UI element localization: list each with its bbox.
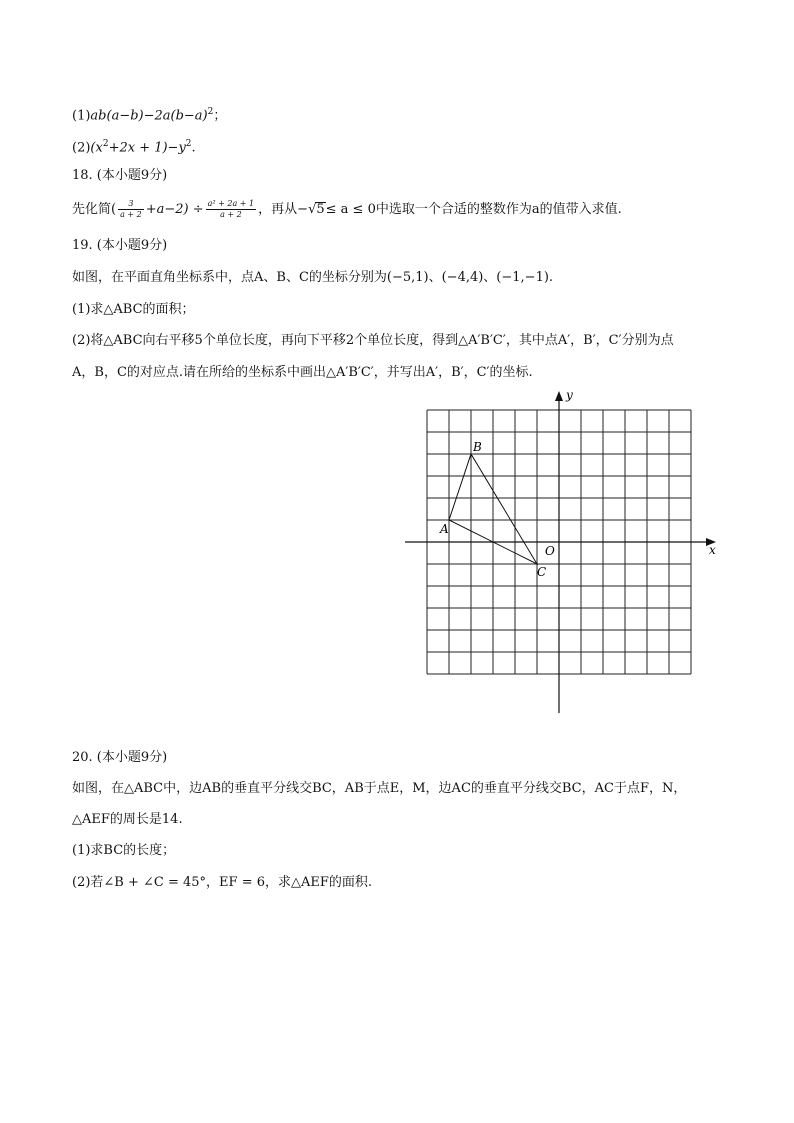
- q18-sqrt-val: 5: [316, 202, 325, 217]
- q20-part1: (1)求BC的长度；: [72, 843, 176, 858]
- q19-intro: 如图，在平面直角坐标系中，点A、B、C的坐标分别为(−5,1)、(−4,4)、(−1,−1).: [72, 270, 554, 285]
- y-axis-arrow-icon: [555, 391, 563, 401]
- q17-part1-expr: ab(a−b)−2a(b−a): [90, 108, 208, 124]
- q17-part1-end: ；: [213, 108, 227, 124]
- q18-frac2-den: a + 2: [220, 210, 242, 219]
- q17-part2: [72, 135, 196, 157]
- label-x: x: [709, 543, 716, 557]
- sqrt-icon: √: [308, 202, 317, 217]
- q18-text-after2: ≤ a ≤ 0中选取一个合适的整数作为a的值带入求值.: [325, 202, 622, 217]
- q18-body: [72, 198, 622, 222]
- q18-frac2-num: a² + 2a + 1: [207, 199, 255, 208]
- q18-frac1: [118, 199, 144, 220]
- q19-part1: (1)求△ABC的面积；: [72, 302, 195, 317]
- axes: [405, 395, 712, 713]
- label-b: B: [473, 440, 482, 454]
- q19-part2-line1: (2)将△ABC向右平移5个单位长度，再向下平移2个单位长度，得到△A′B′C′，其中点A′，B′，C′分别为点: [72, 333, 674, 348]
- q17-part2-sup1: 2: [102, 139, 109, 149]
- q20-part2: (2)若∠B + ∠C = 45°，EF = 6，求△AEF的面积.: [72, 875, 373, 890]
- q18-text-after1: ，再从−: [258, 202, 309, 217]
- q17-part2-sup2: 2: [185, 139, 192, 149]
- q20-header: 20. (本小题9分): [72, 750, 168, 765]
- q18-header: 18. (本小题9分): [72, 168, 168, 183]
- q17-part2-expr-b: +2x + 1)−y: [108, 140, 186, 156]
- label-c: C: [537, 565, 547, 579]
- q18-frac2: [206, 199, 257, 220]
- label-a: A: [440, 522, 449, 536]
- q20-line1: 如图，在△ABC中，边AB的垂直平分线交BC，AB于点E，M，边AC的垂直平分线交BC，AC于点F，N，: [72, 781, 687, 796]
- q19-header: 19. (本小题9分): [72, 238, 168, 253]
- q20-line2: △AEF的周长是14.: [72, 812, 183, 827]
- q18-text-before: 先化简(: [72, 202, 117, 217]
- q18-frac1-num: 3: [118, 199, 144, 210]
- label-y: y: [566, 388, 573, 402]
- q17-part2-label: (2): [72, 140, 91, 156]
- q18-mid: +a−2) ÷: [145, 202, 204, 217]
- coordinate-grid-figure: [400, 385, 730, 715]
- q17-part2-expr-a: (x: [90, 140, 103, 156]
- q17-part1-sup: 2: [207, 107, 214, 117]
- label-o: O: [545, 544, 555, 558]
- q17-part2-end: .: [191, 140, 196, 156]
- q19-part2-line2: A，B，C的对应点.请在所给的坐标系中画出△A′B′C′，并写出A′，B′，C′的坐标.: [72, 365, 533, 380]
- q18-frac1-den: a + 2: [120, 210, 142, 219]
- q17-part1-label: (1): [72, 108, 91, 124]
- q17-part1: [72, 103, 226, 125]
